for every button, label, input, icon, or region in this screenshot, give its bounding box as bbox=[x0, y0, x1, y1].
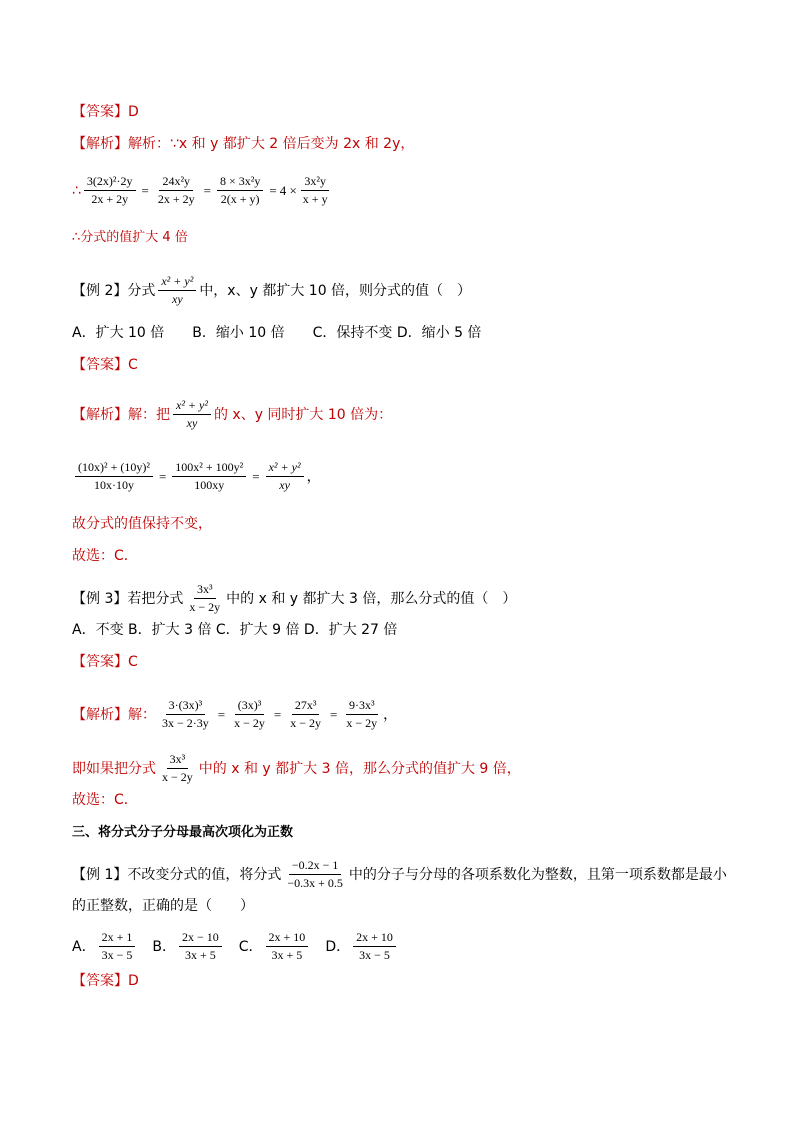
example-1-options bbox=[72, 930, 413, 963]
example-2-options: A．扩大 10 倍 B．缩小 10 倍 C．保持不变 D．缩小 5 倍 bbox=[72, 325, 482, 341]
fraction bbox=[217, 174, 263, 207]
option-label: D． bbox=[325, 938, 351, 955]
example-1-question bbox=[72, 858, 727, 891]
example-3-question bbox=[72, 582, 516, 615]
fraction-denominator: xy bbox=[172, 292, 183, 306]
analysis-line-2 bbox=[72, 398, 392, 431]
fraction-denominator: x − 2y bbox=[189, 600, 221, 614]
answer-tag: 【答案】 bbox=[72, 357, 128, 373]
fraction-numerator: 2x − 10 bbox=[179, 930, 222, 947]
conclusion-2: 故分式的值保持不变， bbox=[72, 516, 212, 532]
analysis-pre: 解：把 bbox=[128, 406, 170, 423]
answer-line-1 bbox=[72, 102, 139, 122]
example-pre: 若把分式 bbox=[127, 590, 184, 607]
option-d bbox=[325, 930, 399, 963]
fraction-numerator: (10x)² + (10y)² bbox=[75, 460, 153, 477]
fraction bbox=[155, 174, 198, 207]
fraction-denominator: 3x + 5 bbox=[184, 948, 216, 962]
fraction-numerator: 3(2x)²·2y bbox=[84, 174, 136, 191]
analysis-post: 的 x、y 同时扩大 10 倍为： bbox=[213, 406, 393, 423]
answer-tag: 【答案】 bbox=[72, 973, 128, 989]
fraction bbox=[173, 398, 211, 431]
analysis-text: 解析：∵x 和 y 都扩大 2 倍后变为 2x 和 2y， bbox=[128, 136, 415, 152]
fraction-numerator: 3·(3x)³ bbox=[166, 698, 206, 715]
option-b bbox=[152, 930, 224, 963]
option-label: A． bbox=[72, 938, 96, 955]
fraction-numerator: 3x²y bbox=[301, 174, 329, 191]
fraction-numerator: (3x)³ bbox=[235, 698, 265, 715]
equation-tail: ， bbox=[383, 706, 398, 723]
fraction-denominator: 2(x + y) bbox=[220, 192, 260, 206]
fraction-numerator: −0.2x − 1 bbox=[289, 858, 342, 875]
analysis-tag: 【解析】 bbox=[72, 136, 128, 152]
example-3-options: A．不变 B．扩大 3 倍 C．扩大 9 倍 D．扩大 27 倍 bbox=[72, 622, 398, 638]
fraction bbox=[158, 274, 196, 307]
analysis-tag: 【解析】 bbox=[72, 406, 128, 423]
fraction-denominator: x + y bbox=[302, 192, 328, 206]
example-tag: 【例 1】 bbox=[72, 866, 128, 883]
fraction-denominator: x − 2y bbox=[162, 770, 193, 784]
fraction-numerator: 24x²y bbox=[159, 174, 193, 191]
answer-value: D bbox=[128, 973, 139, 989]
fraction bbox=[343, 698, 380, 731]
fraction-denominator: x − 2y bbox=[290, 716, 322, 730]
option-c bbox=[239, 930, 312, 963]
fraction-denominator: x − 2y bbox=[234, 716, 265, 730]
fraction-numerator: 9·3x³ bbox=[346, 698, 378, 715]
analysis-line-3: 【解析】 解： $\frac{\text{3·(3x)³}}{3x - 2\cdot 3y}$ = $\frac{\text{(3x)³}}{x - 2y}$ = $\frac{\text{27x³}}{x - 2y}$ = $\frac{\text{9·3x³}}{x - 2y}$ ， bbox=[72, 698, 398, 730]
conclusion-pre: 即如果把分式 bbox=[72, 760, 156, 777]
example-pre: 分式 bbox=[127, 282, 156, 299]
fraction-denominator: x − 2y bbox=[346, 716, 378, 730]
fraction bbox=[159, 752, 196, 785]
example-post: 中，x、y 都扩大 10 倍，则分式的值（ ） bbox=[199, 282, 472, 299]
example-2-question bbox=[72, 274, 471, 307]
fraction bbox=[266, 930, 309, 963]
analysis-line-1 bbox=[72, 134, 414, 154]
answer-tag: 【答案】 bbox=[72, 654, 128, 670]
answer-line-2 bbox=[72, 355, 138, 375]
analysis-pre: 解： bbox=[128, 706, 156, 723]
option-label: C． bbox=[238, 938, 263, 955]
fraction bbox=[353, 930, 396, 963]
coefficient: 4 × bbox=[279, 182, 297, 198]
answer-value: C bbox=[128, 654, 138, 670]
fraction-denominator: xy bbox=[279, 478, 290, 492]
fraction-denominator: −0.3x + 0.5 bbox=[287, 876, 343, 890]
answer-line-4 bbox=[72, 971, 139, 991]
example-post: 中的 x 和 y 都扩大 3 倍，那么分式的值（ ） bbox=[226, 590, 517, 607]
answer-tag: 【答案】 bbox=[72, 104, 128, 120]
fraction-numerator: x² + y² bbox=[266, 460, 304, 477]
fraction bbox=[99, 930, 136, 963]
fraction-numerator: 2x + 10 bbox=[353, 930, 396, 947]
equation-1: ∴ $\frac{\text{3(2x)²·2y}}{2x + 2y}$ = $\frac{\text{24x²y}}{2x + 2y}$ = $\frac{\text{8 × 3x²y}}{2(x + y)}$ = 4 × $\frac{\text{3x²y}}{x + y}$ bbox=[72, 174, 334, 207]
fraction-numerator: 3x³ bbox=[194, 582, 216, 599]
conclusion-post: 中的 x 和 y 都扩大 3 倍，那么分式的值扩大 9 倍， bbox=[198, 760, 521, 777]
fraction-numerator: 2x + 1 bbox=[99, 930, 136, 947]
fraction-numerator: 2x + 10 bbox=[266, 930, 309, 947]
example-post: 中的分子与分母的各项系数化为整数，且第一项系数都是最小 bbox=[348, 866, 727, 883]
fraction bbox=[266, 460, 304, 493]
fraction bbox=[186, 582, 223, 615]
fraction bbox=[179, 930, 222, 963]
equation-tail: ， bbox=[306, 468, 321, 485]
fraction-numerator: 8 × 3x²y bbox=[217, 174, 263, 191]
example-tag: 【例 2】 bbox=[72, 282, 128, 299]
fraction-denominator: 10x·10y bbox=[93, 478, 134, 492]
answer-value: D bbox=[128, 104, 139, 120]
fraction bbox=[172, 460, 246, 493]
fraction-denominator: 100xy bbox=[194, 478, 225, 492]
conclusion-3 bbox=[72, 752, 521, 785]
fraction-denominator: 2x + 2y bbox=[157, 192, 195, 206]
fraction bbox=[284, 858, 346, 891]
fraction-denominator: 3x − 5 bbox=[101, 948, 133, 962]
option-label: B． bbox=[152, 938, 176, 955]
fraction bbox=[75, 460, 153, 493]
fraction-numerator: 27x³ bbox=[292, 698, 320, 715]
choose-2: 故选：C． bbox=[72, 548, 138, 564]
fraction bbox=[159, 698, 212, 731]
example-pre: 不改变分式的值，将分式 bbox=[127, 866, 282, 883]
fraction-denominator: 2x + 2y bbox=[91, 192, 129, 206]
answer-value: C bbox=[128, 357, 138, 373]
fraction-numerator: x² + y² bbox=[173, 398, 211, 415]
choose-3: 故选：C． bbox=[72, 792, 138, 808]
fraction-denominator: xy bbox=[186, 416, 198, 430]
answer-line-3 bbox=[72, 652, 138, 672]
fraction-denominator: 3x − 2·3y bbox=[162, 716, 209, 730]
fraction-numerator: 100x² + 100y² bbox=[172, 460, 246, 477]
example-1-continuation: 的正整数，正确的是（ ） bbox=[72, 898, 254, 914]
fraction bbox=[84, 174, 136, 207]
fraction-denominator: 3x + 5 bbox=[271, 948, 303, 962]
fraction bbox=[300, 174, 331, 207]
fraction-numerator: x² + y² bbox=[158, 274, 196, 291]
option-a bbox=[72, 930, 138, 963]
example-tag: 【例 3】 bbox=[72, 590, 128, 607]
fraction bbox=[231, 698, 268, 731]
section-heading: 三、将分式分子分母最高次项化为正数 bbox=[72, 825, 294, 840]
therefore-symbol: ∴ bbox=[72, 182, 81, 199]
fraction bbox=[287, 698, 324, 731]
analysis-tag: 【解析】 bbox=[72, 706, 128, 723]
fraction-denominator: 3x − 5 bbox=[359, 948, 390, 962]
fraction-numerator: 3x³ bbox=[167, 752, 189, 769]
equation-2: $\frac{\text{(10x)² + (10y)²}}{10x\cdot 10y}$ = $\frac{\text{100x² + 100y²}}{100xy}$ = $\frac{\text{x² + y²}}{xy}$ ， bbox=[72, 460, 321, 493]
conclusion-1: ∴分式的值扩大 4 倍 bbox=[72, 230, 188, 245]
